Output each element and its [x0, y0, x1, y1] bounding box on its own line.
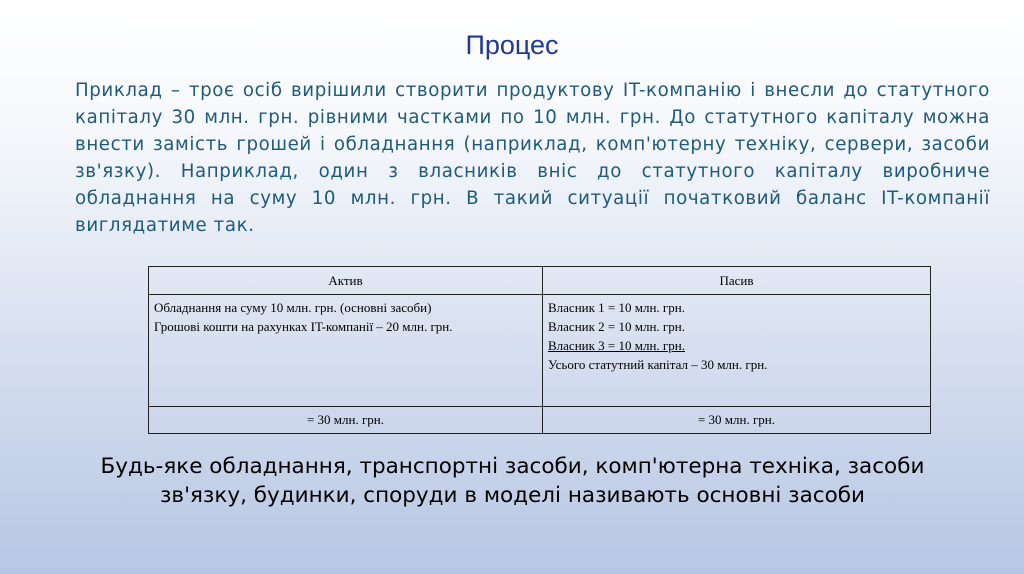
liability-total: = 30 млн. грн.: [543, 407, 931, 434]
asset-item: Обладнання на суму 10 млн. грн. (основні засоби): [154, 300, 432, 315]
asset-item: Грошові кошти на рахунках IT-компанії – 20 млн. грн.: [154, 319, 453, 334]
table-body-row: [149, 295, 931, 407]
balance-table: [148, 266, 931, 434]
asset-cell: [149, 295, 543, 407]
conclusion-text: Будь-яке обладнання, транспортні засоби, комп'ютерна техніка, засоби зв'язку, будинки, споруди в моделі називають основні засоби: [100, 454, 925, 508]
slide-title: Процес: [465, 30, 559, 60]
liability-total-capital: Усього статутний капітал – 30 млн. грн.: [548, 357, 768, 372]
liability-header: Пасив: [543, 267, 931, 295]
intro-paragraph: Приклад – троє осіб вирішили створити продуктову IT-компанію і внесли до статутного капіталу 30 млн. грн. рівними частками по 10 млн. грн. До статутного капіталу можна внести замість грошей і обладнання (наприклад, комп'ютерну техніку, сервери, засоби зв'язку). Наприклад, один з власників вніс до статутного капіталу виробниче обладнання на суму 10 млн. грн. В такий ситуації початковий баланс IT-компанії виглядатиме так.: [75, 80, 990, 236]
table-header-row: [149, 267, 931, 295]
liability-item: Власник 2 = 10 млн. грн.: [548, 319, 685, 334]
asset-header: Актив: [149, 267, 543, 295]
liability-item: Власник 1 = 10 млн. грн.: [548, 300, 685, 315]
table-total-row: [149, 407, 931, 434]
liability-item: Власник 3 = 10 млн. грн.: [548, 338, 685, 353]
asset-total: = 30 млн. грн.: [149, 407, 543, 434]
liability-cell: [543, 295, 931, 407]
